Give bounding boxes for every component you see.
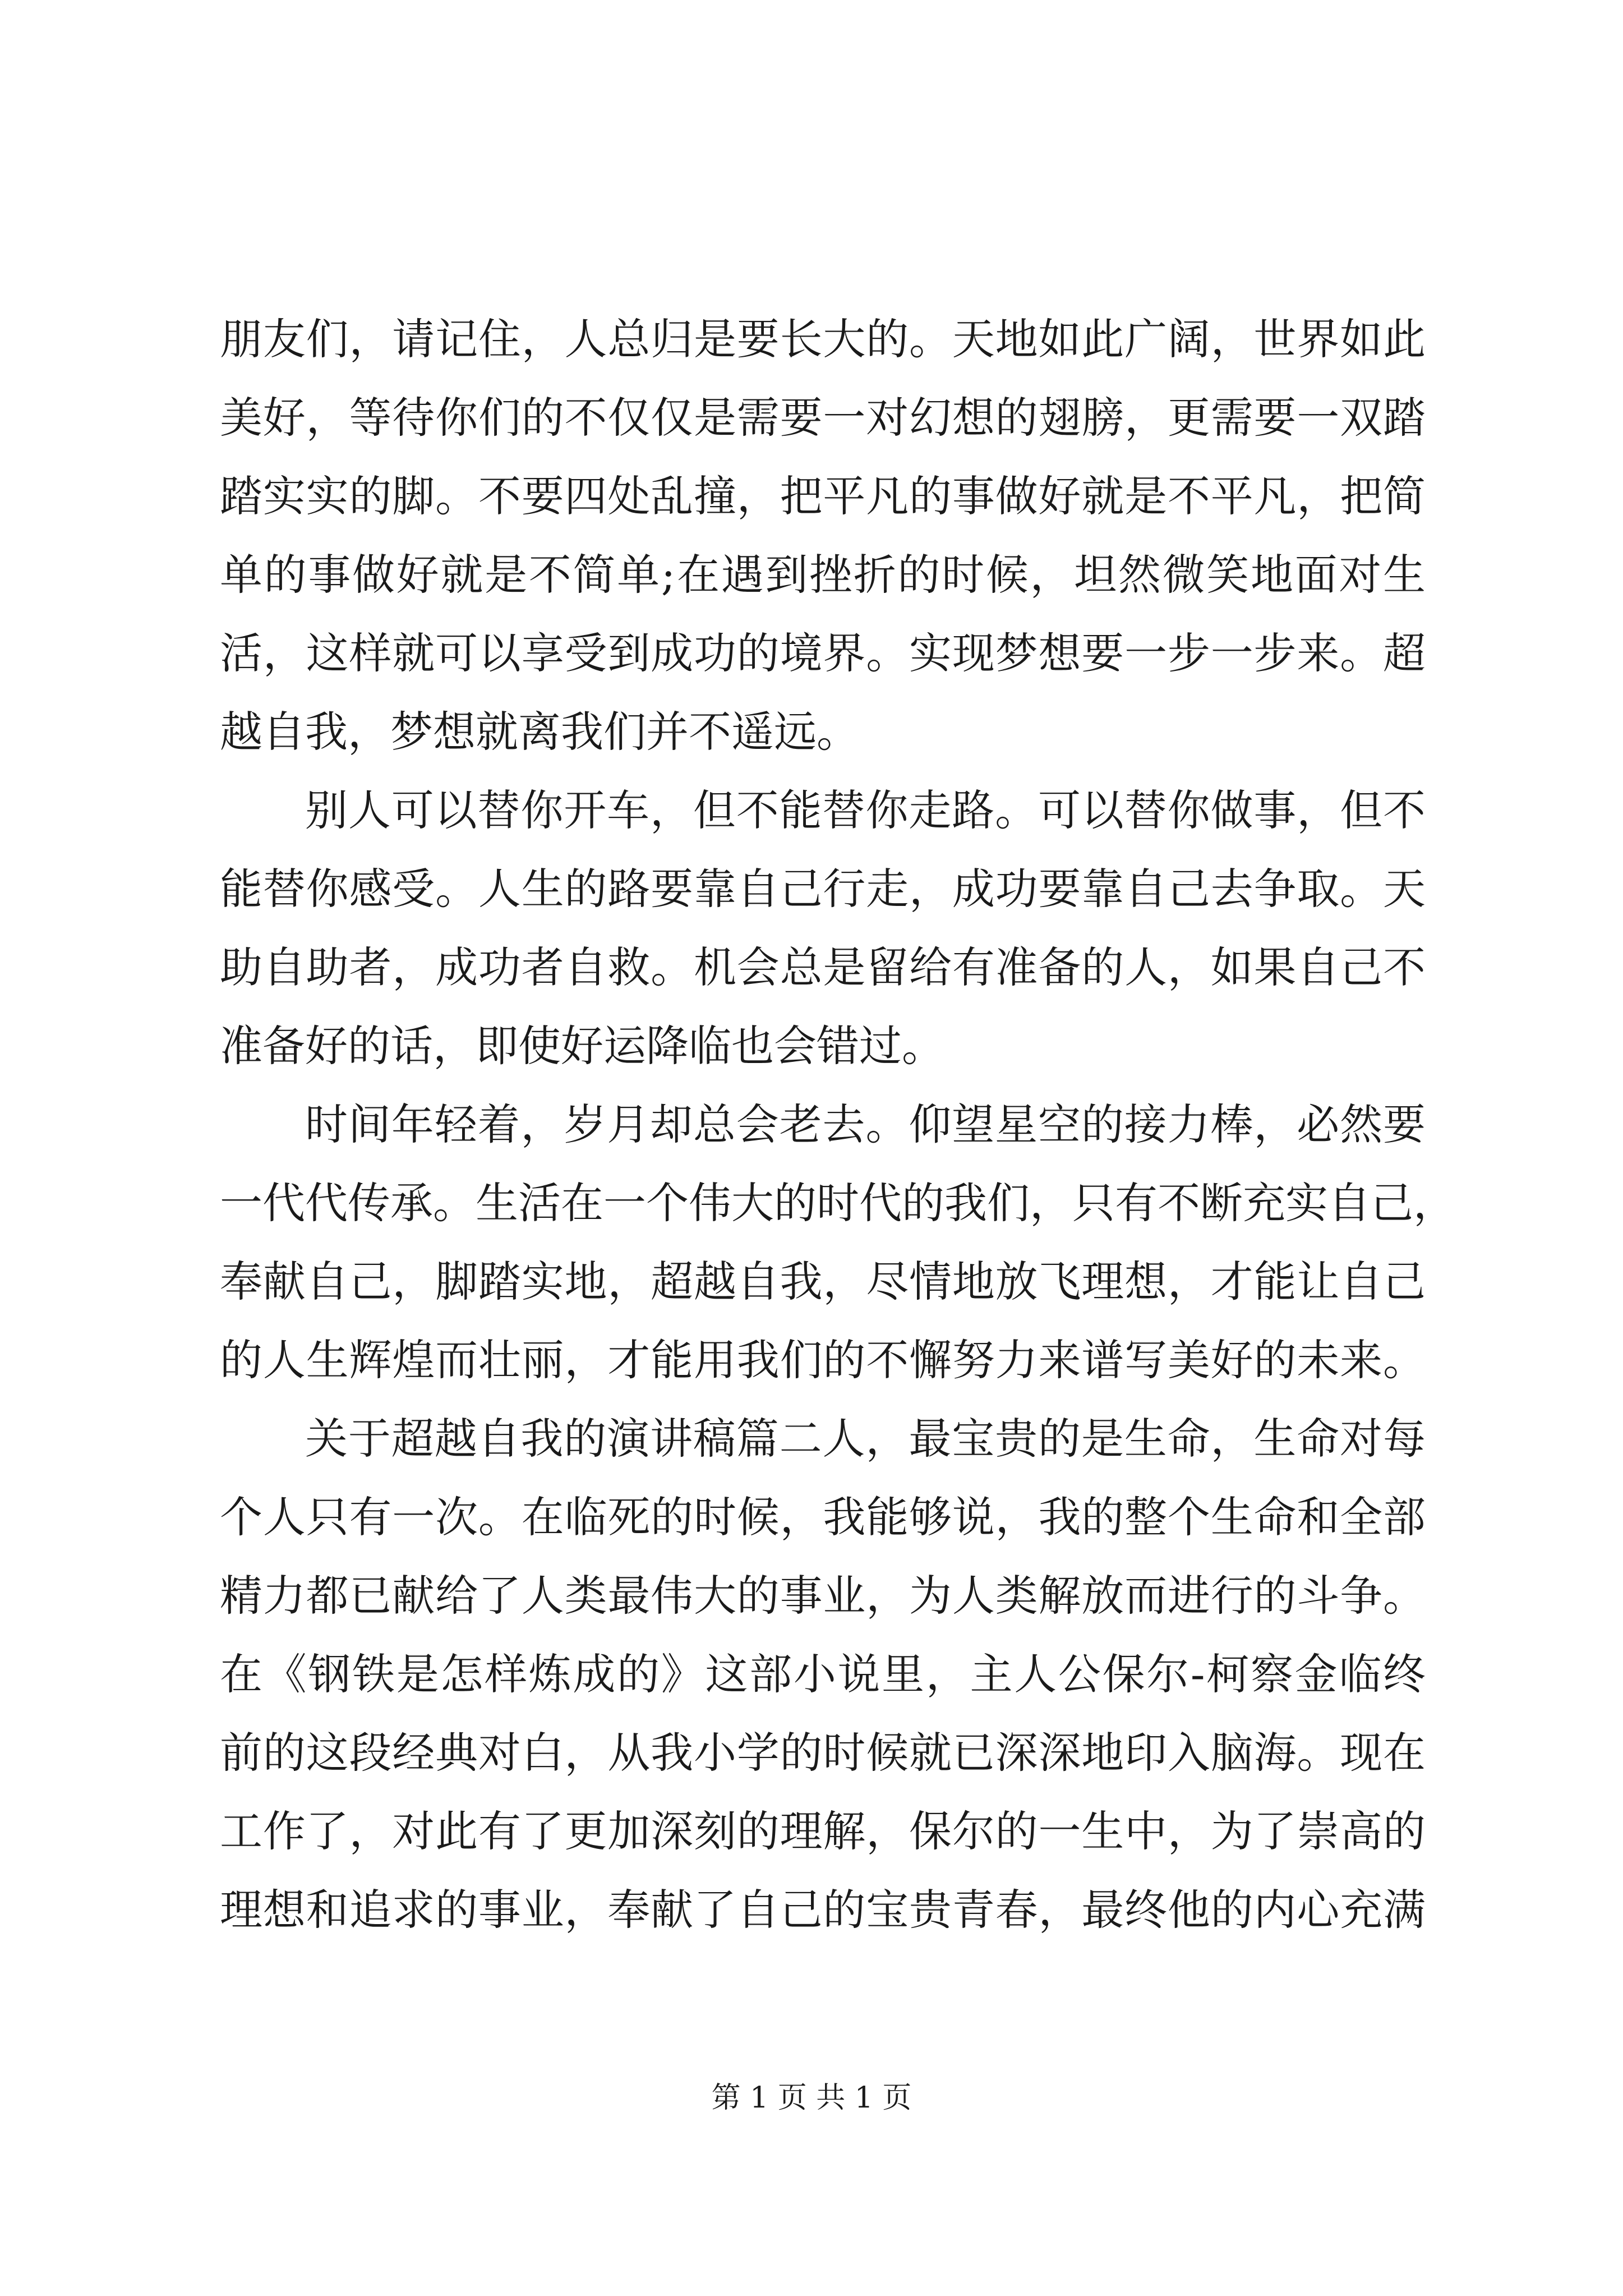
text-line: 一代代传承。生活在一个伟大的时代的我们，只有不断充实自己， xyxy=(220,1178,1456,1228)
text-line: 的人生辉煌而壮丽，才能用我们的不懈努力来谱写美好的未来。 xyxy=(220,1335,1426,1385)
text-line: 个人只有一次。在临死的时候，我能够说，我的整个生命和全部 xyxy=(220,1492,1426,1542)
text-line: 助自助者，成功者自救。机会总是留给有准备的人，如果自己不 xyxy=(220,942,1426,992)
text-line: 前的这段经典对白，从我小学的时候就已深深地印入脑海。现在 xyxy=(220,1728,1426,1778)
text-line: 美好，等待你们的不仅仅是需要一对幻想的翅膀，更需要一双踏 xyxy=(220,393,1426,443)
text-line: 单的事做好就是不简单;在遇到挫折的时候，坦然微笑地面对生 xyxy=(220,550,1426,600)
text-line: 活，这样就可以享受到成功的境界。实现梦想要一步一步来。超 xyxy=(220,628,1426,678)
text-line: 准备好的话，即使好运降临也会错过。 xyxy=(220,1021,944,1071)
page-number: 第 1 页 共 1 页 xyxy=(711,2081,912,2115)
text-line: 时间年轻着，岁月却总会老去。仰望星空的接力棒，必然要 xyxy=(305,1099,1426,1149)
text-line: 踏实实的脚。不要四处乱撞，把平凡的事做好就是不平凡，把简 xyxy=(220,471,1426,521)
text-line: 奉献自己，脚踏实地，超越自我，尽情地放飞理想，才能让自己 xyxy=(220,1257,1426,1306)
text-line: 越自我，梦想就离我们并不遥远。 xyxy=(220,707,859,757)
text-line: 朋友们，请记住，人总归是要长大的。天地如此广阔，世界如此 xyxy=(220,314,1426,364)
text-line: 精力都已献给了人类最伟大的事业，为人类解放而进行的斗争。 xyxy=(220,1571,1426,1621)
text-line: 工作了，对此有了更加深刻的理解，保尔的一生中，为了崇高的 xyxy=(220,1806,1426,1856)
text-line: 别人可以替你开车，但不能替你走路。可以替你做事，但不 xyxy=(305,785,1426,835)
text-line: 关于超越自我的演讲稿篇二人，最宝贵的是生命，生命对每 xyxy=(305,1414,1426,1464)
text-line: 在《钢铁是怎样炼成的》这部小说里，主人公保尔-柯察金临终 xyxy=(220,1649,1426,1699)
page-footer xyxy=(0,2076,1623,2120)
text-line: 理想和追求的事业，奉献了自己的宝贵青春，最终他的内心充满 xyxy=(220,1885,1426,1935)
text-line: 能替你感受。人生的路要靠自己行走，成功要靠自己去争取。天 xyxy=(220,864,1426,914)
